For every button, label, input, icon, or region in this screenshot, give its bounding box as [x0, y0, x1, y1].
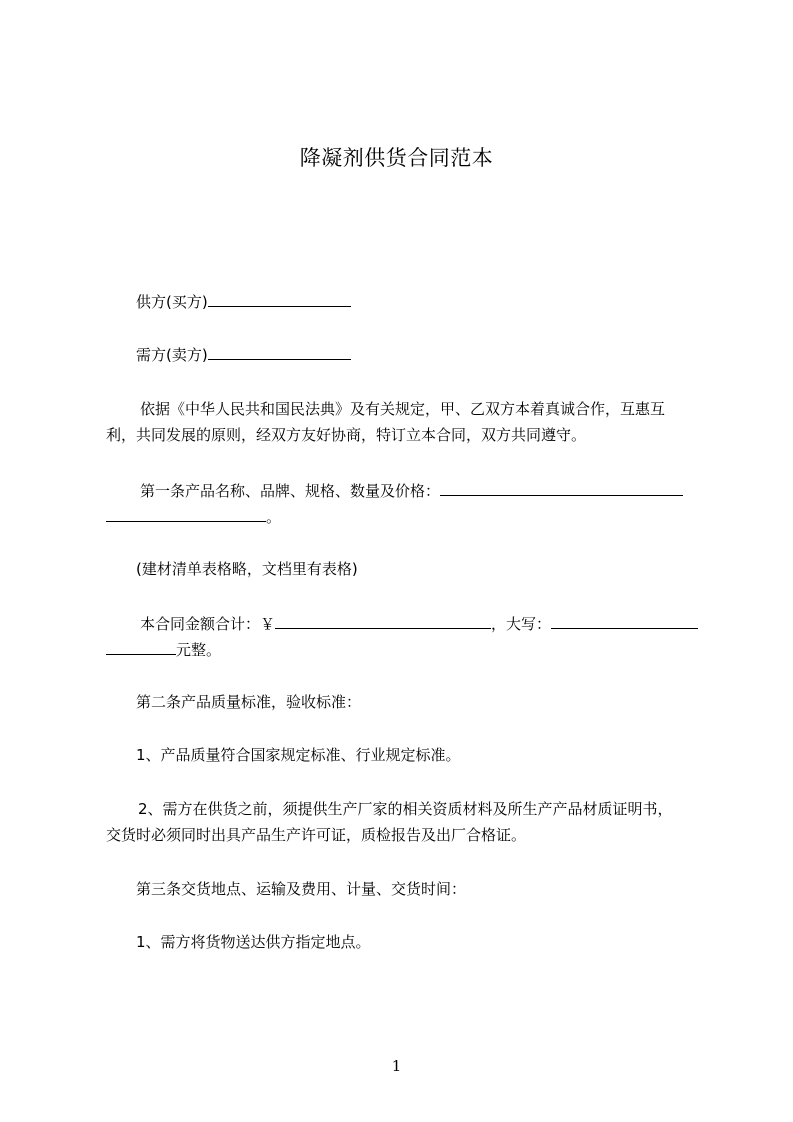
seller-line: [136, 345, 351, 364]
buyer-blank: [208, 292, 351, 307]
amount-end: 元整。: [176, 641, 222, 659]
document-title: 降凝剂供货合同范本: [299, 146, 494, 170]
article-2-item-1: 1、产品质量符合国家规定标准、行业规定标准。: [136, 746, 461, 764]
buyer-label: 供方(买方): [136, 293, 208, 311]
intro-line-1: 依据《中华人民共和国民法典》及有关规定，甲、乙双方本着真诚合作，互惠互: [140, 400, 666, 418]
article-3-item-1: 1、需方将货物送达供方指定地点。: [136, 933, 371, 951]
capital-label: ，大写：: [491, 615, 552, 633]
article-1-blank-1: [440, 481, 683, 496]
amount-blank: [275, 614, 491, 629]
page-number: 1: [391, 1057, 402, 1075]
table-note: (建材清单表格略，文档里有表格): [136, 560, 358, 578]
seller-blank: [208, 345, 351, 360]
amount-line-2: [106, 640, 221, 659]
seller-label: 需方(卖方): [136, 346, 208, 364]
capital-blank-1: [551, 614, 698, 629]
capital-blank-2: [106, 640, 176, 655]
amount-label: 本合同金额合计：￥: [140, 615, 276, 633]
article-2-item-2-line-2: 交货时必须同时出具产品生产许可证，质检报告及出厂合格证。: [106, 826, 527, 844]
intro-line-2: 利，共同发展的原则，经双方友好协商，特订立本合同，双方共同遵守。: [106, 426, 587, 444]
article-1-line-2: [106, 507, 281, 526]
article-2-heading: 第二条产品质量标准，验收标准：: [136, 693, 362, 711]
article-1-end: 。: [266, 508, 282, 526]
amount-line: [140, 614, 698, 633]
article-1-line: [140, 481, 683, 500]
article-1-blank-2: [106, 507, 266, 522]
article-3-heading: 第三条交货地点、运输及费用、计量、交货时间：: [136, 880, 467, 898]
article-1-heading: 第一条产品名称、品牌、规格、数量及价格：: [140, 482, 441, 500]
buyer-line: [136, 292, 351, 311]
article-2-item-2-line-1: 2、需方在供货之前，须提供生产厂家的相关资质材料及所生产产品材质证明书，: [138, 800, 673, 818]
